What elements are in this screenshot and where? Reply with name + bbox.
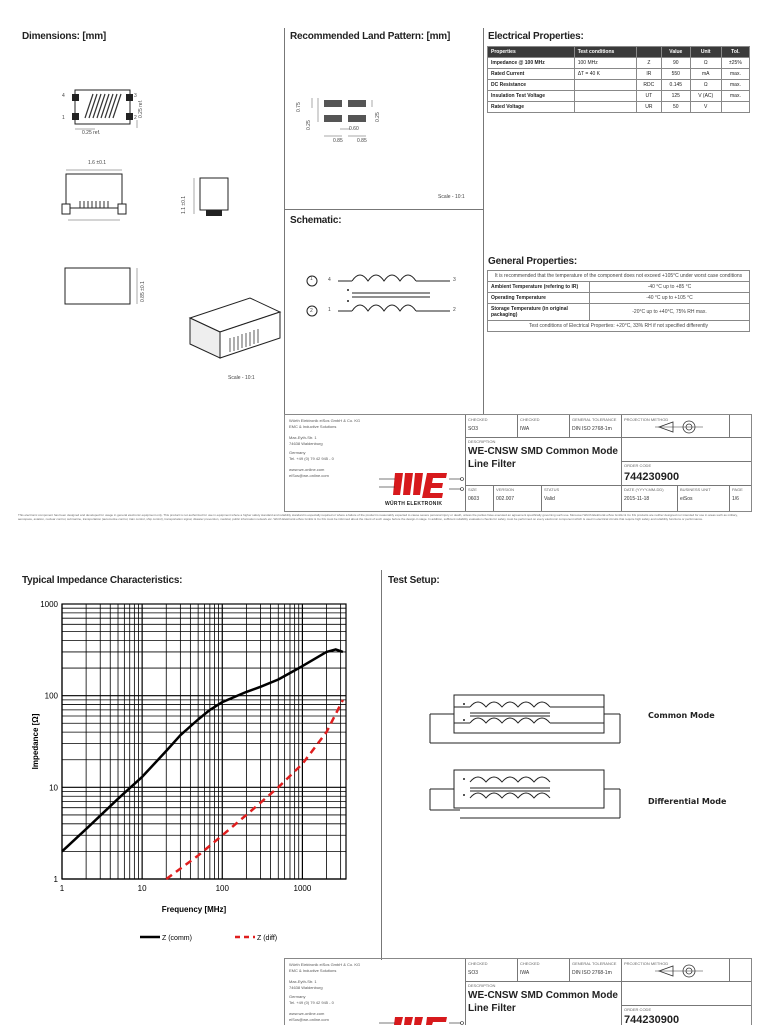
tolerance-label: GENERAL TOLERANCE (572, 961, 617, 966)
x-tick-label: 10 (137, 884, 147, 893)
cell: max. (721, 91, 749, 102)
cell: 50 (662, 102, 691, 113)
common-mode-label: Common Mode (648, 711, 715, 720)
cell: 550 (662, 69, 691, 80)
date-label: DATE (YYYY-MM-DD) (624, 487, 664, 492)
company-street: Max-Eyth-Str. 1 (289, 435, 317, 440)
sch-p3: 3 (453, 277, 456, 283)
checked-value: SO3 (468, 970, 479, 976)
pin3-label: 3 (134, 93, 137, 99)
size-value: 0603 (468, 496, 480, 502)
depth-label: 0.85 ±0.1 (140, 281, 146, 302)
order-code: 744230900 (624, 471, 680, 483)
tolerance-value: DIN ISO 2768-1m (572, 970, 612, 976)
date-value: 2015-11-18 (624, 496, 650, 502)
scale-land: Scale - 10:1 (438, 194, 465, 200)
cell: Storage Temperature (in original packaging) (488, 304, 590, 321)
version-value: 002.007 (496, 496, 515, 502)
cell: Ω (690, 80, 721, 91)
land-f: 0.25 (375, 112, 381, 122)
pin2-label: 2 (134, 115, 137, 121)
status-value: Valid (544, 496, 555, 502)
sch-p4: 4 (328, 277, 331, 283)
ref-v-label: 0.25 ref. (138, 99, 144, 118)
land-d: 0.85 (333, 138, 343, 144)
company-division: EMC & Inductive Solutions (289, 424, 337, 429)
company-city: 74638 Waldenburg (289, 441, 323, 446)
company-division: EMC & Inductive Solutions (289, 968, 337, 973)
electrical-table (487, 46, 750, 113)
cell: 125 (662, 91, 691, 102)
version-label: VERSION (496, 487, 515, 492)
cell: 90 (662, 58, 691, 69)
series-line-comm (62, 649, 343, 851)
we-logo (377, 1011, 465, 1025)
description-label: DESCRIPTION (468, 439, 496, 444)
company-city: 74638 Waldenburg (289, 985, 323, 990)
cell: 100 MHz (574, 58, 636, 69)
width-label: 1.6 ±0.1 (88, 160, 107, 166)
cell: V (690, 102, 721, 113)
order-code: 744230900 (624, 1014, 680, 1026)
cell: ΔT = 40 K (574, 69, 636, 80)
legend-label: Z (diff) (257, 935, 278, 942)
cell: Ambient Temperature (refering to IR) (488, 282, 590, 293)
table-row (488, 102, 750, 113)
size-label: SIZE (468, 487, 477, 492)
impedance-chart (0, 590, 380, 955)
sch-p1: 1 (310, 276, 313, 282)
table-row (488, 282, 750, 293)
y-axis-label: Impedance [Ω] (31, 713, 40, 770)
description-line2: Line Filter (468, 459, 516, 470)
title-block (284, 414, 752, 512)
cell: -40 °C up to +85 °C (590, 282, 750, 293)
cell: mA (690, 69, 721, 80)
schematic-title: Schematic: (290, 215, 342, 226)
schematic-drawing (300, 268, 470, 324)
projection-icon (655, 419, 705, 435)
company-tel: Tel. +49 (0) 79 42 945 - 0 (289, 456, 334, 461)
cell: max. (721, 69, 749, 80)
company-web[interactable]: www.we-online.com (289, 1011, 325, 1016)
company-country: Germany (289, 450, 306, 455)
company-mail[interactable]: eiSos@we-online.com (289, 473, 329, 478)
cell: -40 °C up to +105 °C (590, 293, 750, 304)
sch-p1b: 1 (328, 307, 331, 313)
projection-icon (655, 963, 705, 979)
y-tick-label: 1 (53, 875, 58, 884)
cell: IR (636, 69, 661, 80)
impedance-title: Typical Impedance Characteristics: (22, 575, 183, 586)
page-value: 1/6 (732, 496, 739, 502)
description-line1: WE-CNSW SMD Common Mode (468, 990, 618, 1001)
land-a: 0.75 (296, 102, 302, 112)
table-row (488, 58, 750, 69)
sch-p2b: 2 (453, 307, 456, 313)
table-row (488, 69, 750, 80)
company-web[interactable]: www.we-online.com (289, 467, 325, 472)
x-tick-label: 1 (59, 884, 65, 893)
tolerance-label: GENERAL TOLERANCE (572, 417, 617, 422)
x-tick-label: 100 (215, 884, 229, 893)
general-note: It is recommended that the temperature of the component does not exceed +105°C under worst case conditions (488, 271, 750, 282)
company-street: Max-Eyth-Str. 1 (289, 979, 317, 984)
cell: RDC (636, 80, 661, 91)
ref-label: 0.25 ref. (82, 130, 101, 136)
company-mail[interactable]: eiSos@we-online.com (289, 1017, 329, 1022)
cell: 0.145 (662, 80, 691, 91)
projection-label: PROJECTION METHOD (624, 417, 669, 422)
table-row (488, 80, 750, 91)
company-name: Würth Elektronik eiSos GmbH & Co. KG (289, 418, 361, 423)
checked-label: CHECKED (468, 417, 488, 422)
divider-v3 (381, 570, 382, 960)
cell (574, 80, 636, 91)
cell: Rated Current (488, 69, 575, 80)
reviewed-label: CHECKED (520, 961, 540, 966)
plot-frame (62, 604, 346, 879)
reviewed-label: CHECKED (520, 417, 540, 422)
table-row (488, 293, 750, 304)
cell (574, 102, 636, 113)
description-line2: Line Filter (468, 1003, 516, 1014)
company-country: Germany (289, 994, 306, 999)
pin4-label: 4 (62, 93, 65, 99)
cell: UT (636, 91, 661, 102)
cell: -20°C up to +40°C, 75% RH max. (590, 304, 750, 321)
cell: DC Resistance (488, 80, 575, 91)
y-tick-label: 100 (44, 691, 58, 701)
status-label: STATUS (544, 487, 560, 492)
general-footer: Test conditions of Electrical Properties: +20°C, 33% RH if not specified differently (488, 321, 750, 332)
description-line1: WE-CNSW SMD Common Mode (468, 446, 618, 457)
title-block-2 (284, 958, 752, 1025)
differential-mode-label: Differential Mode (648, 797, 727, 806)
cell (721, 102, 749, 113)
company-tel: Tel. +49 (0) 79 42 945 - 0 (289, 1000, 334, 1005)
table-row (488, 304, 750, 321)
x-tick-label: 1000 (293, 884, 312, 893)
cell: V (AC) (690, 91, 721, 102)
col-header (636, 47, 661, 58)
divider-h1 (284, 209, 483, 210)
order-label: ORDER CODE (624, 463, 652, 468)
col-header: Properties (488, 47, 575, 58)
company-name: Würth Elektronik eiSos GmbH & Co. KG (289, 962, 361, 967)
reviewed-value: IWA (520, 970, 530, 976)
cell: Insulation Test Voltage (488, 91, 575, 102)
logo-text: WÜRTH ELEKTRONIK (385, 501, 443, 507)
cell: Impedance @ 100 MHz (488, 58, 575, 69)
x-axis-label: Frequency [MHz] (161, 905, 227, 914)
pin1-label: 1 (62, 115, 65, 121)
test-setup-drawing (420, 685, 630, 820)
table-row (488, 321, 750, 332)
tolerance-value: DIN ISO 2768-1m (572, 426, 612, 432)
projection-label: PROJECTION METHOD (624, 961, 669, 966)
page-label: PAGE (732, 487, 743, 492)
col-header: Tol. (721, 47, 749, 58)
table-row (488, 91, 750, 102)
land-e: 0.85 (357, 138, 367, 144)
dimension-drawing (50, 80, 285, 390)
test-setup-title: Test Setup: (388, 575, 440, 586)
table-header-row (488, 47, 750, 58)
scale-dim: Scale - 10:1 (228, 375, 255, 381)
cell: Ω (690, 58, 721, 69)
disclaimer: This electronic component has been designed and developed for usage in general electronic equipment only. This product is not authorized for use in equipment where a higher safety standard and reliability standard is especially required or where a failure of the product is reasonably expected to cause severe personal injury or death, unless the parties have executed an agreement specifically governing such use. Moreover Würth Elektronik eiSos GmbH & Co KG products are neither designed nor intended for use in areas such as military, aerospace, aviation, nuclear control, submarine, transportation (automotive control, train control, ship control), transportation signal, disaster prevention, medical, public information network etc. Würth Elektronik eiSos GmbH & Co KG must be informed about the intent of such usage before the design-in stage. In addition, sufficient reliability evaluation checks for safety must be performed on every electronic component which is used in electrical circuits that require high safety and reliability functions or performance. (18, 513, 738, 521)
col-header: Unit (690, 47, 721, 58)
series-line-diff (166, 700, 343, 879)
y-tick-label: 10 (49, 783, 58, 793)
land-pattern-title: Recommended Land Pattern: [mm] (290, 31, 451, 42)
business-value: eiSos (680, 496, 693, 502)
order-label: ORDER CODE (624, 1007, 652, 1012)
cell: ±25% (721, 58, 749, 69)
col-header: Test conditions (574, 47, 636, 58)
cell: Operating Temperature (488, 293, 590, 304)
height-label: 1.1 ±0.1 (181, 195, 187, 214)
cell: Rated Voltage (488, 102, 575, 113)
cell: UR (636, 102, 661, 113)
cell (574, 91, 636, 102)
land-b: 0.25 (306, 120, 312, 130)
cell: max. (721, 80, 749, 91)
business-label: BUSINESS UNIT (680, 487, 711, 492)
reviewed-value: IWA (520, 426, 530, 432)
legend-label: Z (comm) (162, 935, 192, 942)
checked-value: SO3 (468, 426, 479, 432)
divider-v2 (483, 28, 484, 414)
electrical-title: Electrical Properties: (488, 31, 584, 42)
y-tick-label: 1000 (40, 600, 58, 609)
checked-label: CHECKED (468, 961, 488, 966)
land-pattern-drawing (300, 90, 440, 150)
col-header: Value (662, 47, 691, 58)
description-label: DESCRIPTION (468, 983, 496, 988)
general-table (487, 270, 750, 332)
general-title: General Properties: (488, 256, 578, 267)
dimensions-title: Dimensions: [mm] (22, 31, 107, 42)
table-row (488, 271, 750, 282)
cell: Z (636, 58, 661, 69)
land-c: 0.60 (349, 126, 359, 132)
sch-p2: 2 (310, 308, 313, 314)
